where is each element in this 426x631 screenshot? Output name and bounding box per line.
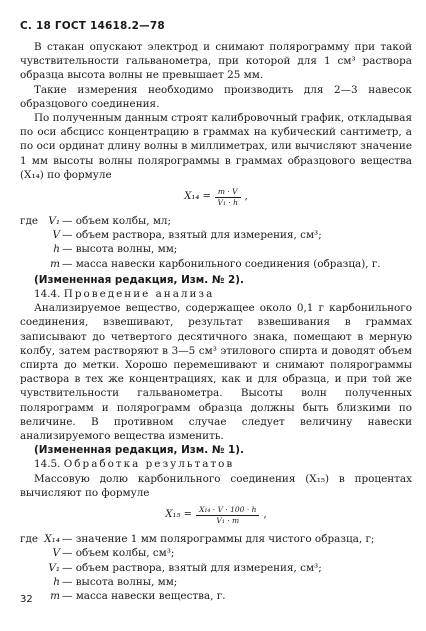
- section-14-4-heading: [20, 287, 412, 301]
- variable-row: [20, 242, 412, 256]
- formula-x14-denominator: V₁ · h: [217, 198, 238, 208]
- variable-description: — объем колбы, мл;: [62, 215, 172, 228]
- variable-row: [20, 214, 412, 228]
- variable-description: — высота волны, мм;: [62, 575, 178, 588]
- variable-row: [20, 589, 412, 603]
- variable-description: — масса навески карбонильного соединения (образца), г.: [62, 257, 381, 270]
- section-number: 14.4.: [34, 288, 61, 301]
- formula-x14: [20, 187, 412, 208]
- variable-lead: где: [20, 215, 38, 228]
- variable-row: [20, 228, 412, 242]
- paragraph-analysis: Анализируемое вещество, содержащее около 0,1 г карбонильного соединения, взвешивают, результат взвешивания в граммах записывают до четвертого десятичного знака, помещают в мерную колбу, затем растворяют в 3—5 см³ этилового спирта и доводят объем спирта до метки. Хорошо перемешивают и снимают полярограммы раствора в тех же концентрациях, как и для образца, и при той же чувствительности гальванометра. Высоты волн полученных полярограмм и полярограмм образца должны быть близкими по величине. В противном случае следует величину навески анализируемого вещества изменить.: [20, 302, 412, 443]
- variable-list-1: [20, 214, 412, 271]
- formula-x14-tail: ,: [244, 191, 248, 203]
- amendment-note-1: (Измененная редакция, Изм. № 1).: [34, 444, 244, 457]
- variable-description: — высота волны, мм;: [62, 243, 178, 256]
- page-header: С. 18 ГОСТ 14618.2—78: [20, 20, 165, 32]
- formula-x15-tail: ,: [263, 509, 267, 521]
- variable-row: [20, 532, 412, 546]
- variable-lead: [20, 575, 38, 589]
- variable-lead: [20, 228, 38, 242]
- section-title: Проведение анализа: [63, 288, 215, 301]
- variable-lead: [20, 242, 38, 256]
- variable-list-2: [20, 532, 412, 603]
- formula-x15-denominator: V₁ · m: [216, 516, 240, 526]
- variable-description: — объем раствора, взятый для измерения, см³;: [62, 229, 322, 242]
- variable-symbol: V: [52, 229, 60, 242]
- formula-x15: [20, 505, 412, 526]
- variable-symbol: V₁: [48, 561, 60, 574]
- paragraph-intro: В стакан опускают электрод и снимают полярограмму при такой чувствительности гальванометра, при которой для 1 см³ раствора образца высота волны не превышает 25 мм.: [20, 41, 412, 82]
- formula-x14-numerator: m · V: [215, 187, 241, 198]
- paragraph-mass-fraction: Массовую долю карбонильного соединения (X₁₅) в процентах вычисляют по формуле: [20, 472, 412, 499]
- variable-symbol: h: [53, 243, 60, 256]
- amendment-note-2: (Измененная редакция, Изм. № 2).: [34, 273, 244, 286]
- variable-row: [20, 561, 412, 575]
- variable-lead: где: [20, 533, 38, 546]
- formula-x15-numerator: X₁₄ · V · 100 · h: [196, 505, 259, 516]
- variable-description: — значение 1 мм полярограммы для чистого образца, г;: [62, 533, 375, 546]
- paragraph-calibration: По полученным данным строят калибровочный график, откладывая по оси абсцисс концентрацию в граммах на кубический сантиметр, а по оси ординат длину волны в миллиметрах, или вычисляют значение 1 мм высоты волны полярограммы в граммах образцового вещества (X₁₄) по формуле: [20, 112, 413, 181]
- variable-description: — объем раствора, взятый для измерения, см³;: [62, 561, 322, 574]
- variable-symbol: m: [50, 257, 60, 270]
- variable-symbol: h: [53, 575, 60, 588]
- formula-x14-lhs: X₁₄ =: [184, 191, 211, 203]
- variable-symbol: V: [52, 547, 60, 560]
- section-number: 14.5.: [34, 458, 61, 471]
- variable-lead: [20, 546, 38, 560]
- variable-lead: [20, 257, 38, 271]
- variable-symbol: X₁₄: [44, 533, 60, 546]
- page-number: 32: [20, 594, 33, 605]
- section-14-5-heading: [20, 457, 412, 471]
- formula-x15-fraction: [196, 505, 259, 526]
- formula-x14-fraction: [215, 187, 241, 208]
- variable-row: [20, 575, 412, 589]
- formula-x15-lhs: X₁₅ =: [165, 509, 193, 521]
- variable-row: [20, 546, 412, 560]
- variable-description: — объем колбы, см³;: [62, 547, 175, 560]
- variable-row: [20, 257, 412, 271]
- variable-symbol: m: [50, 589, 60, 602]
- variable-symbol: V₁: [48, 215, 60, 228]
- variable-description: — масса навески вещества, г.: [62, 589, 226, 602]
- variable-lead: [20, 561, 38, 575]
- section-title: Обработка результатов: [63, 458, 235, 471]
- paragraph-measurements: Такие измерения необходимо производить для 2—3 навесок образцового соединения.: [20, 83, 412, 110]
- body-text: [20, 40, 412, 605]
